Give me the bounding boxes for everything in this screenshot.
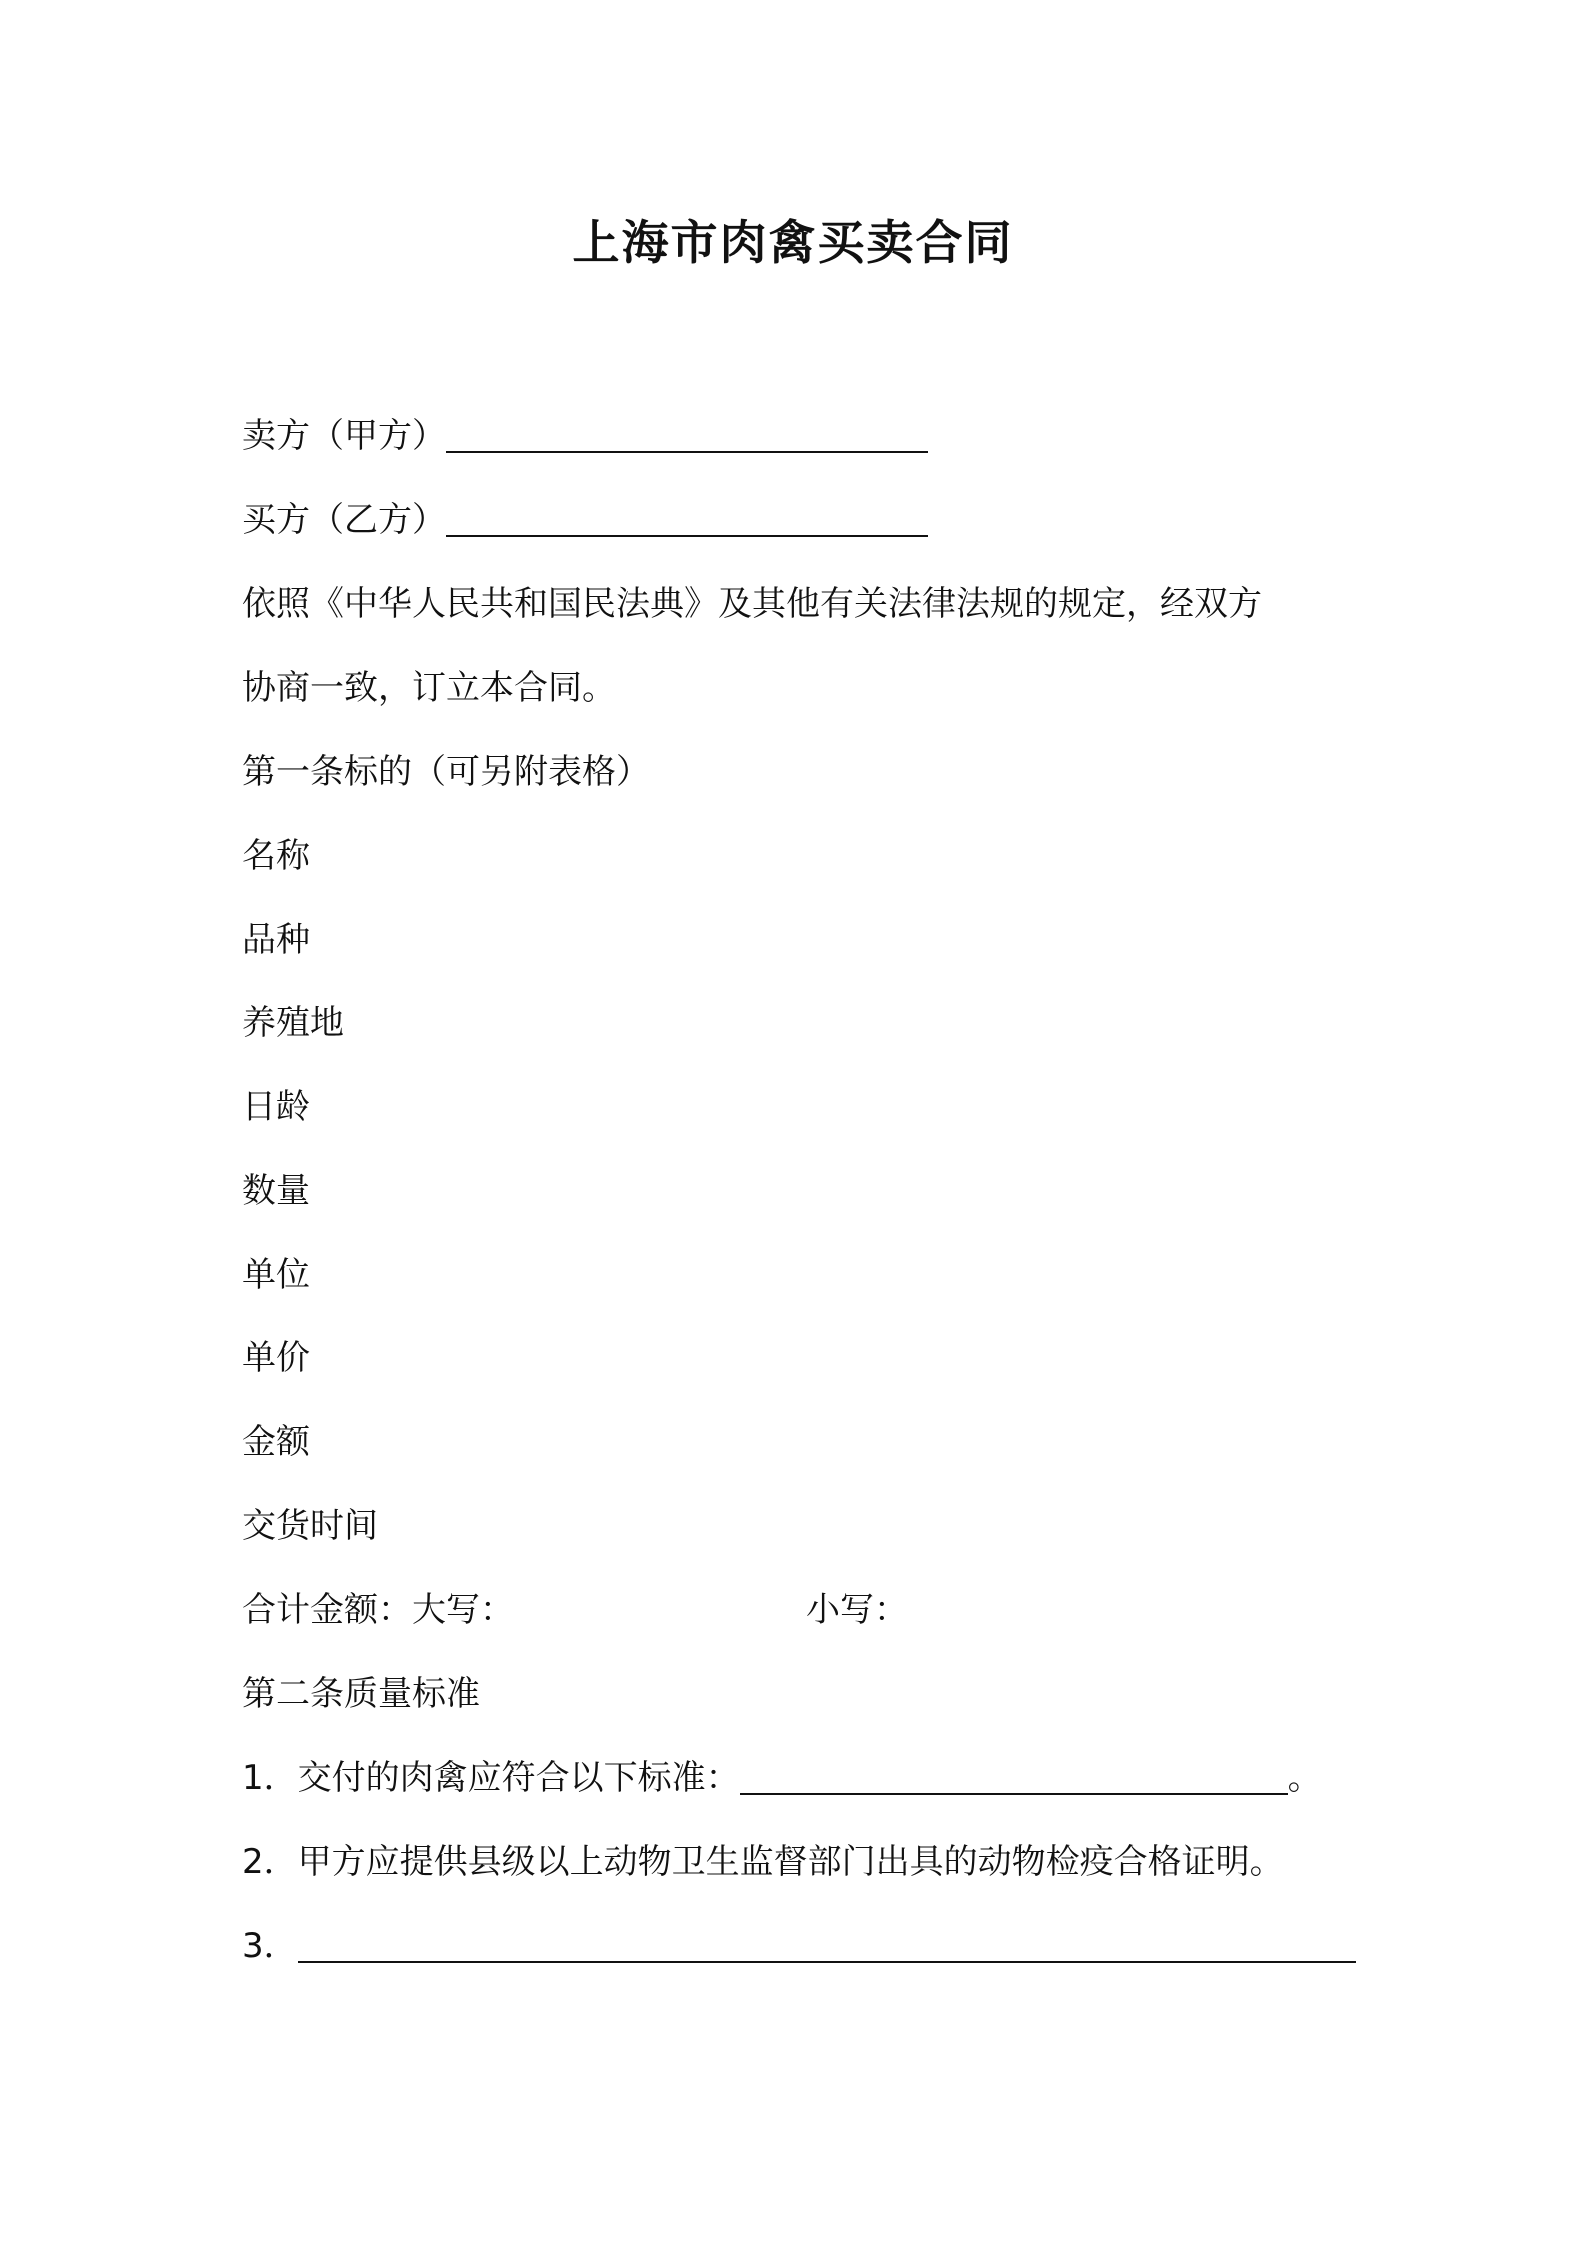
article2-heading: 第二条质量标准 — [242, 1674, 480, 1714]
seller-blank[interactable] — [446, 417, 928, 453]
article1-item-origin: 养殖地 — [242, 1003, 344, 1043]
total-amount-label: 合计金额：大写： — [242, 1590, 514, 1630]
article1-item-variety: 品种 — [242, 920, 310, 960]
total-amount-line — [242, 1586, 514, 1634]
article1-item-age: 日龄 — [242, 1087, 310, 1127]
article1-heading: 第一条标的（可另附表格） — [242, 752, 650, 792]
intro-line-1: 依照《中华人民共和国民法典》及其他有关法律法规的规定，经双方 — [242, 584, 1262, 624]
buyer-line — [242, 496, 928, 544]
article1-item-delivery-time: 交货时间 — [242, 1506, 378, 1546]
total-amount-small-line — [806, 1586, 908, 1634]
clause-2: 2．甲方应提供县级以上动物卫生监督部门出具的动物检疫合格证明。 — [242, 1842, 1284, 1882]
clause-1-period: 。 — [1287, 1758, 1322, 1798]
clause-3-number: 3． — [242, 1926, 298, 1966]
buyer-label: 买方（乙方） — [242, 500, 446, 540]
article1-item-name: 名称 — [242, 836, 310, 876]
article1-item-unit: 单位 — [242, 1255, 310, 1295]
total-amount-small-label: 小写： — [806, 1590, 908, 1630]
page-title: 上海市肉禽买卖合同 — [572, 216, 1014, 271]
article1-item-quantity: 数量 — [242, 1171, 310, 1211]
seller-line — [242, 412, 928, 460]
intro-line-2: 协商一致，订立本合同。 — [242, 668, 616, 708]
clause-3-blank[interactable] — [298, 1927, 1356, 1963]
clause-3 — [242, 1922, 1356, 1970]
seller-label: 卖方（甲方） — [242, 416, 446, 456]
clause-1-text: 1．交付的肉禽应符合以下标准： — [242, 1758, 740, 1798]
buyer-blank[interactable] — [446, 501, 928, 537]
clause-1 — [242, 1754, 1322, 1802]
article1-item-amount: 金额 — [242, 1422, 310, 1462]
article1-item-unit-price: 单价 — [242, 1338, 310, 1378]
clause-1-blank[interactable] — [740, 1759, 1288, 1795]
